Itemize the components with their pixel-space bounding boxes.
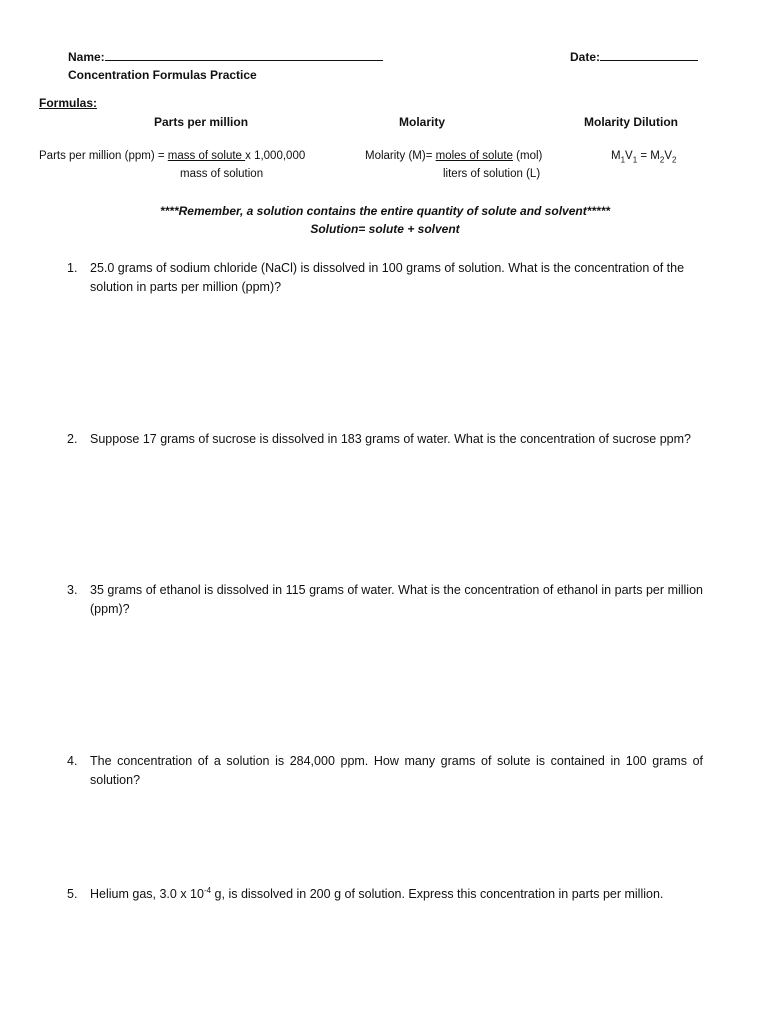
question-text: 35 grams of ethanol is dissolved in 115 grams of water. What is the concentration of ethanol in parts per million (ppm)? [90,583,703,616]
molarity-formula-unit: (mol) [512,150,543,162]
question-text-part-a: Helium gas, 3.0 x 10 [90,887,204,901]
dilution-formula [611,150,677,165]
molarity-formula [365,150,542,162]
dilution-equals: = M [637,150,660,162]
ppm-formula-prefix: Parts per million (ppm) = [39,150,168,162]
reminder-line-1: ****Remember, a solution contains the entire quantity of solute and solvent***** [159,204,611,218]
question-text: The concentration of a solution is 284,000 ppm. How many grams of solute is contained in 100 grams of solution? [90,754,703,787]
molarity-formula-prefix: Molarity (M)= [365,150,436,162]
name-field[interactable] [68,49,383,64]
ppm-column-heading: Parts per million [154,115,249,129]
question-text: 25.0 grams of sodium chloride (NaCl) is dissolved in 100 grams of solution. What is the concentration of the solution in parts per million (ppm)? [90,261,685,294]
name-blank[interactable] [105,49,383,61]
dilution-sub-2b: 2 [671,155,677,165]
dilution-column-heading: Molarity Dilution [584,115,678,129]
dilution-v2: V [664,150,672,162]
date-field[interactable] [570,49,698,64]
dilution-m1: M [611,150,621,162]
question-number: 1. [67,261,78,275]
molarity-formula-numerator: moles of solute [435,150,513,162]
question-number: 3. [67,583,78,597]
question-number: 2. [67,432,78,446]
question-number: 5. [67,887,78,901]
name-label: Name: [68,50,105,64]
date-blank[interactable] [600,49,698,61]
question-text [90,885,703,904]
molarity-formula-denominator: liters of solution (L) [443,168,541,180]
ppm-formula-numerator: mass of solute [167,150,246,162]
ppm-formula-multiplier: x 1,000,000 [245,150,306,162]
question-number: 4. [67,754,78,768]
reminder-line-2: Solution= solute + solvent [310,222,460,236]
exponent: -4 [203,885,212,895]
question-text-part-b: g, is dissolved in 200 g of solution. Express this concentration in parts per million. [211,887,664,901]
ppm-formula-denominator: mass of solution [180,168,264,180]
worksheet-title: Concentration Formulas Practice [68,68,257,82]
formulas-heading: Formulas: [39,96,98,110]
ppm-formula [39,150,305,162]
question-text: Suppose 17 grams of sucrose is dissolved in 183 grams of water. What is the concentration of sucrose ppm? [90,432,692,446]
dilution-sub-1a: 1 [620,155,626,165]
date-label: Date: [570,50,601,64]
dilution-sub-2a: 2 [659,155,665,165]
molarity-column-heading: Molarity [399,115,446,129]
dilution-sub-1b: 1 [632,155,638,165]
dilution-v1: V [625,150,633,162]
